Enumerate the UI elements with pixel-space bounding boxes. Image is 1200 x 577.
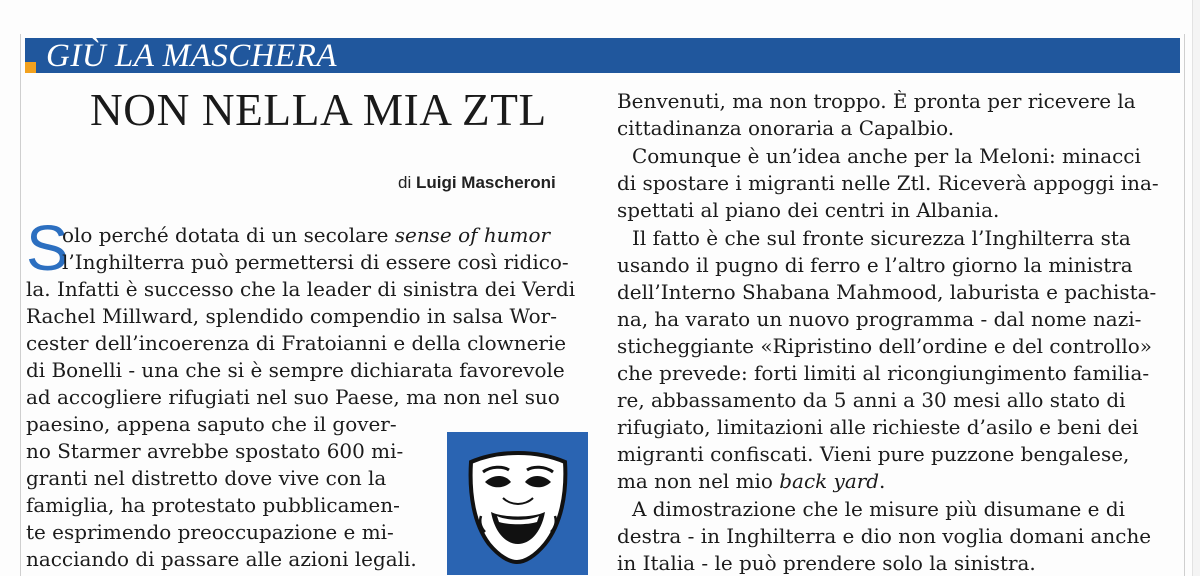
article-line: destra - in Inghilterra e dio non voglia domani anche — [617, 525, 1152, 548]
article-line: Il fatto è che sul fronte sicurezza l’Inghilterra sta — [632, 227, 1131, 250]
section-label: GIÙ LA MASCHERA — [46, 38, 338, 74]
drop-cap: S — [26, 212, 69, 284]
mask-illustration — [447, 432, 588, 575]
article-line: granti nel distretto dove vive con la — [26, 467, 387, 490]
article-line: paesino, appena saputo che il gover- — [26, 413, 397, 436]
theatre-mask-icon — [447, 432, 588, 575]
article-line: no Starmer avrebbe spostato 600 mi- — [26, 440, 404, 463]
byline — [398, 172, 556, 194]
article-line: sticheggiante «Ripristino dell’ordine e del controllo» — [617, 335, 1152, 358]
article-line: l’Inghilterra può permettersi di essere così ridico- — [62, 251, 569, 274]
article-line: famiglia, ha protestato pubblicamen- — [26, 494, 400, 517]
article-line: di Bonelli - una che si è sempre dichiarata favorevole — [26, 359, 565, 382]
article-line: dell’Interno Shabana Mahmood, laburista e pachista- — [617, 281, 1157, 304]
byline-author: Luigi Mascheroni — [415, 173, 556, 192]
article-line: cester dell’incoerenza di Fratoianni e della clownerie — [26, 332, 567, 355]
article-line: migranti confiscati. Vieni pure puzzone bengalese, — [617, 443, 1130, 466]
article-line: usando il pugno di ferro e l’altro giorno la ministra — [617, 254, 1133, 277]
article-line: Comunque è un’idea anche per la Meloni: minacci — [632, 145, 1141, 168]
article-line: nacciando di passare alle azioni legali. — [26, 548, 417, 571]
italic-phrase: back yard — [779, 470, 880, 493]
article-line: ma non nel mio back yard. — [617, 470, 886, 493]
page-edge — [1192, 0, 1200, 576]
italic-phrase: sense of humor — [394, 224, 551, 247]
article-line: ad accogliere rifugiati nel suo Paese, ma non nel suo — [26, 386, 560, 409]
article-line: Benvenuti, ma non troppo. È pronta per ricevere la — [617, 90, 1136, 113]
article-line: che prevede: forti limiti al ricongiungimento familia- — [617, 362, 1150, 385]
article-line: A dimostrazione che le misure più disumane e di — [632, 498, 1125, 521]
article-line: in Italia - le può prendere solo la sinistra. — [617, 552, 1036, 575]
byline-prefix: di — [398, 173, 412, 192]
article-line: la. Infatti è successo che la leader di sinistra dei Verdi — [26, 278, 576, 301]
article-line: rifugiato, limitazioni alle richieste d’asilo e beni dei — [617, 416, 1139, 439]
article-line: na, ha varato un nuovo programma - dal nome nazi- — [617, 308, 1142, 331]
article-line: te esprimendo preoccupazione e mi- — [26, 521, 394, 544]
right-rule — [1184, 34, 1185, 576]
article-line: di spostare i migranti nelle Ztl. Riceverà appoggi ina- — [617, 172, 1159, 195]
article-line: re, abbassamento da 5 anni a 30 mesi allo stato di — [617, 389, 1126, 412]
article-line: Rachel Millward, splendido compendio in salsa Wor- — [26, 305, 557, 328]
article-line: cittadinanza onoraria a Capalbio. — [617, 117, 955, 140]
article-line: spettati al piano dei centri in Albania. — [617, 199, 1000, 222]
article-line: olo perché dotata di un secolare sense of humor — [62, 224, 551, 247]
section-accent-square — [25, 62, 36, 73]
headline: NON NELLA MIA ZTL — [90, 84, 547, 135]
left-rule — [20, 34, 21, 576]
